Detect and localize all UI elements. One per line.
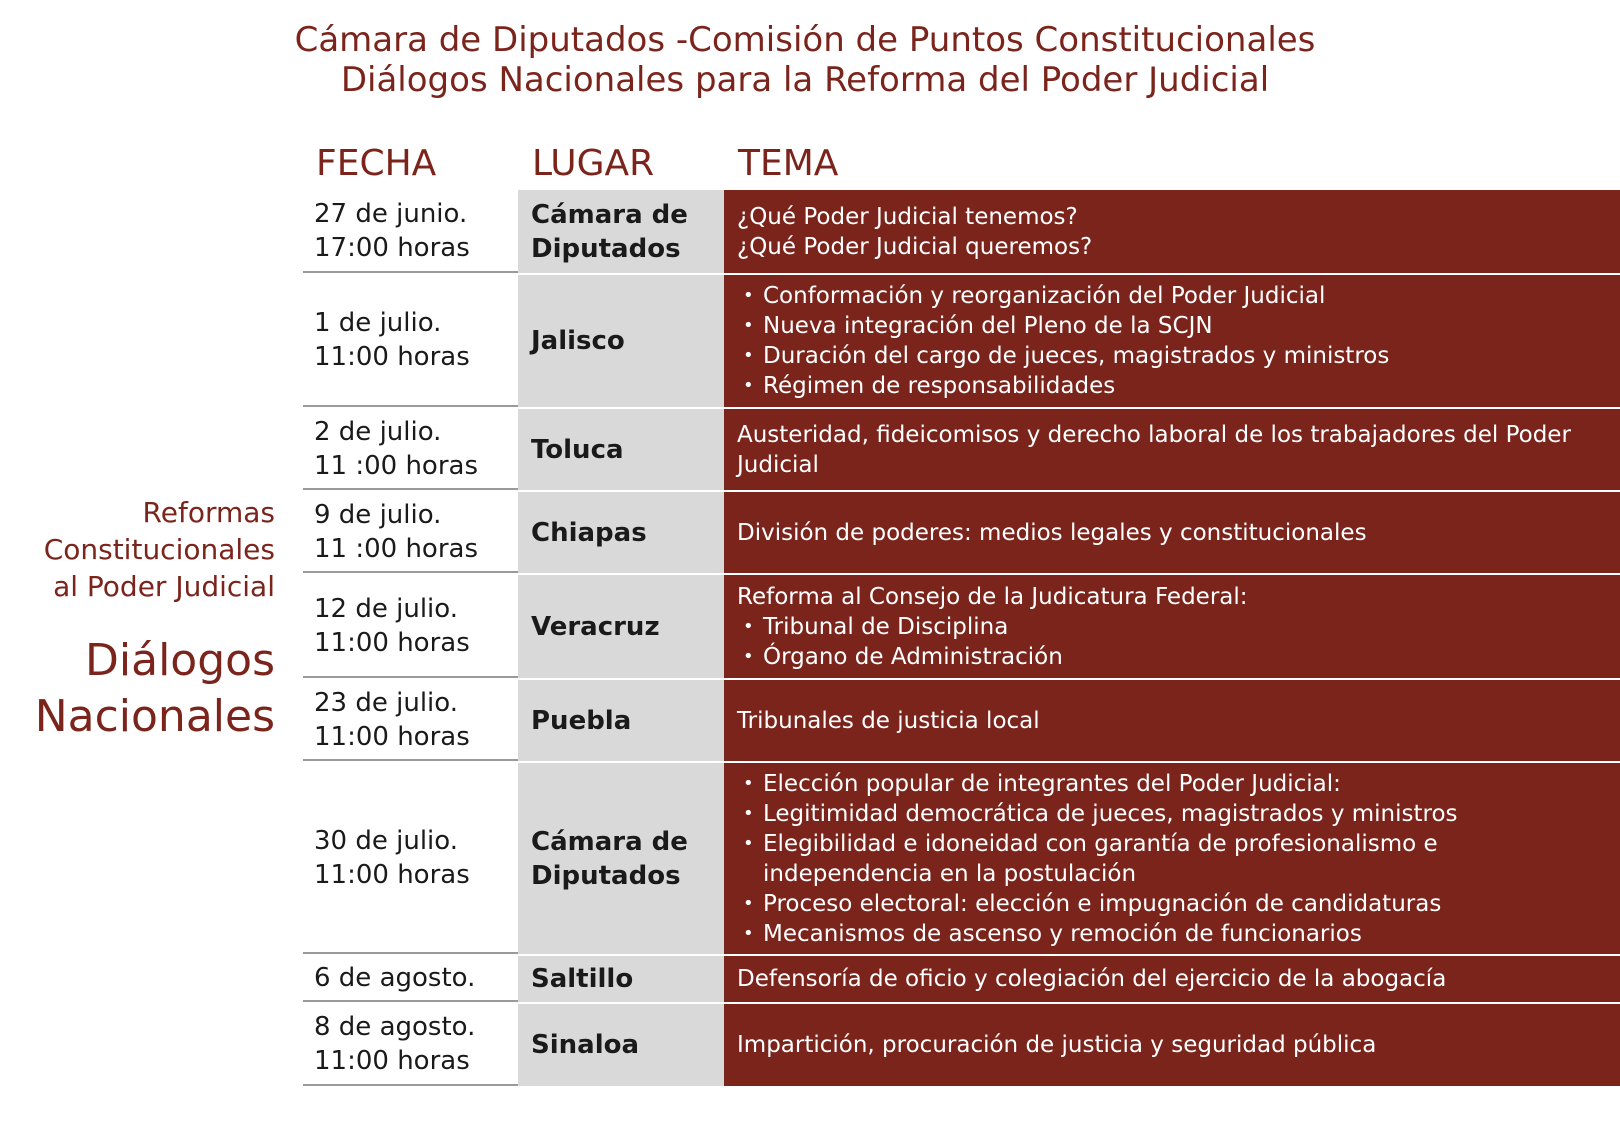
bullet-icon: • <box>743 772 754 794</box>
header-fecha: FECHA <box>316 143 437 184</box>
side-main-line: Diálogos <box>85 635 275 686</box>
table-row <box>303 490 1620 573</box>
date-cell <box>303 575 518 678</box>
bullet-icon: • <box>743 285 754 306</box>
topic-bullet-text: Tribunal de Disciplina <box>763 613 1009 640</box>
topic-bullet-text: Proceso electoral: elección e impugnación de candidaturas <box>763 890 1442 917</box>
topic-bullet-text: Mecanismos de ascenso y remoción de funcionarios <box>763 920 1362 947</box>
place-line: Saltillo <box>531 964 634 994</box>
place-cell <box>518 275 724 407</box>
topic-line: Reforma al Consejo de la Judicatura Federal: <box>737 583 1248 610</box>
topic-bullet <box>737 889 1610 919</box>
side-subtitle-line: Constitucionales <box>43 533 275 566</box>
topic-line: Austeridad, fideicomisos y derecho laboral de los trabajadores del Poder Judicial <box>737 421 1571 478</box>
bullet-icon: • <box>743 615 754 637</box>
place-line: Veracruz <box>531 611 660 642</box>
table-row <box>303 954 1620 1002</box>
date-line: 11 :00 horas <box>314 533 479 564</box>
date-line: 11 :00 horas <box>314 450 479 481</box>
place-cell <box>518 409 724 490</box>
topic-bullet-text: Conformación y reorganización del Poder Judicial <box>763 283 1326 309</box>
table-row <box>303 573 1620 678</box>
topic-bullet <box>737 281 1610 311</box>
place-cell <box>518 1004 724 1086</box>
place-cell <box>518 680 724 761</box>
topic-bullet <box>737 612 1610 642</box>
topic-line: Impartición, procuración de justicia y seguridad pública <box>737 1032 1377 1058</box>
date-cell <box>303 680 518 761</box>
side-main-line: Nacionales <box>34 691 275 742</box>
topic-bullet-text: Legitimidad democrática de jueces, magistrados y ministros <box>763 800 1458 827</box>
topic-bullet-text: Nueva integración del Pleno de la SCJN <box>763 313 1213 339</box>
bullet-icon: • <box>743 922 754 944</box>
topic-cell <box>724 956 1620 1002</box>
topic-line: Tribunales de justicia local <box>737 707 1040 734</box>
title-line-1: Cámara de Diputados -Comisión de Puntos Constitucionales <box>294 20 1316 60</box>
bullet-icon: • <box>743 802 754 824</box>
place-cell <box>518 190 724 273</box>
topic-cell <box>724 1004 1620 1086</box>
date-line: 2 de julio. <box>314 416 442 447</box>
topic-cell <box>724 575 1620 678</box>
date-cell <box>303 190 518 273</box>
date-line: 1 de julio. <box>314 308 442 338</box>
place-line: Jalisco <box>531 326 625 356</box>
bullet-icon: • <box>743 375 754 396</box>
side-caption <box>35 494 275 745</box>
topic-cell <box>724 763 1620 954</box>
bullet-icon: • <box>743 645 754 667</box>
date-cell <box>303 956 518 1002</box>
date-line: 27 de junio. <box>314 198 468 229</box>
topic-bullet-text: Duración del cargo de jueces, magistrados y ministros <box>763 343 1390 369</box>
place-line: Sinaloa <box>531 1030 640 1060</box>
date-cell <box>303 492 518 573</box>
topic-line: ¿Qué Poder Judicial tenemos? <box>737 203 1078 230</box>
topic-bullet <box>737 829 1610 889</box>
bullet-icon: • <box>743 345 754 366</box>
date-line: 23 de julio. <box>314 687 458 718</box>
table-row <box>303 190 1620 273</box>
topic-cell <box>724 275 1620 407</box>
topic-bullet <box>737 919 1610 949</box>
side-main-title <box>35 633 275 745</box>
topic-bullet-text: Régimen de responsabilidades <box>763 373 1116 399</box>
place-line: Diputados <box>531 860 681 891</box>
date-line: 11:00 horas <box>314 627 470 658</box>
date-line: 11:00 horas <box>314 721 470 752</box>
table-row <box>303 678 1620 761</box>
table-row <box>303 407 1620 490</box>
date-line: 11:00 horas <box>314 859 470 890</box>
date-line: 11:00 horas <box>314 1046 470 1076</box>
place-line: Puebla <box>531 705 632 736</box>
topic-bullet <box>737 371 1610 401</box>
topic-bullet-text: Elegibilidad e idoneidad con garantía de profesionalismo e independencia en la postulación <box>763 830 1438 887</box>
place-line: Chiapas <box>531 517 647 548</box>
topic-bullet <box>737 311 1610 341</box>
topic-bullet <box>737 341 1610 371</box>
bullet-icon: • <box>743 892 754 914</box>
place-line: Cámara de <box>531 199 688 230</box>
topic-bullet <box>737 769 1610 799</box>
topic-cell <box>724 409 1620 490</box>
place-line: Cámara de <box>531 826 688 857</box>
topic-bullet-text: Elección popular de integrantes del Poder Judicial: <box>763 770 1341 797</box>
date-line: 11:00 horas <box>314 342 470 372</box>
table-row <box>303 273 1620 407</box>
date-cell <box>303 763 518 954</box>
date-line: 9 de julio. <box>314 499 442 530</box>
place-cell <box>518 492 724 573</box>
topic-line: Defensoría de oficio y colegiación del ejercicio de la abogacía <box>737 966 1447 992</box>
topic-line: ¿Qué Poder Judicial queremos? <box>737 233 1093 260</box>
table-row <box>303 1002 1620 1086</box>
bullet-icon: • <box>743 832 754 854</box>
date-line: 6 de agosto. <box>314 963 476 993</box>
date-line: 17:00 horas <box>314 232 470 263</box>
header-lugar: LUGAR <box>532 143 655 184</box>
date-cell <box>303 409 518 490</box>
title-line-2: Diálogos Nacionales para la Reforma del Poder Judicial <box>340 60 1270 100</box>
date-cell <box>303 275 518 407</box>
topic-line: División de poderes: medios legales y constitucionales <box>737 519 1367 546</box>
side-subtitle <box>35 494 275 605</box>
topic-bullet <box>737 642 1610 672</box>
side-subtitle-line: al Poder Judicial <box>53 570 275 603</box>
place-line: Diputados <box>531 233 681 264</box>
place-cell <box>518 956 724 1002</box>
side-subtitle-line: Reformas <box>142 496 275 529</box>
date-line: 8 de agosto. <box>314 1012 476 1042</box>
page-title <box>0 20 1610 100</box>
topic-bullet-text: Órgano de Administración <box>763 643 1063 670</box>
header-tema: TEMA <box>738 143 839 184</box>
topic-cell <box>724 680 1620 761</box>
topic-bullet <box>737 799 1610 829</box>
place-cell <box>518 575 724 678</box>
table-row <box>303 761 1620 954</box>
topic-cell <box>724 190 1620 273</box>
place-cell <box>518 763 724 954</box>
schedule-table <box>303 190 1620 1086</box>
bullet-icon: • <box>743 315 754 336</box>
place-line: Toluca <box>531 434 624 465</box>
date-line: 12 de julio. <box>314 593 458 624</box>
date-cell <box>303 1004 518 1086</box>
topic-cell <box>724 492 1620 573</box>
date-line: 30 de julio. <box>314 825 458 856</box>
